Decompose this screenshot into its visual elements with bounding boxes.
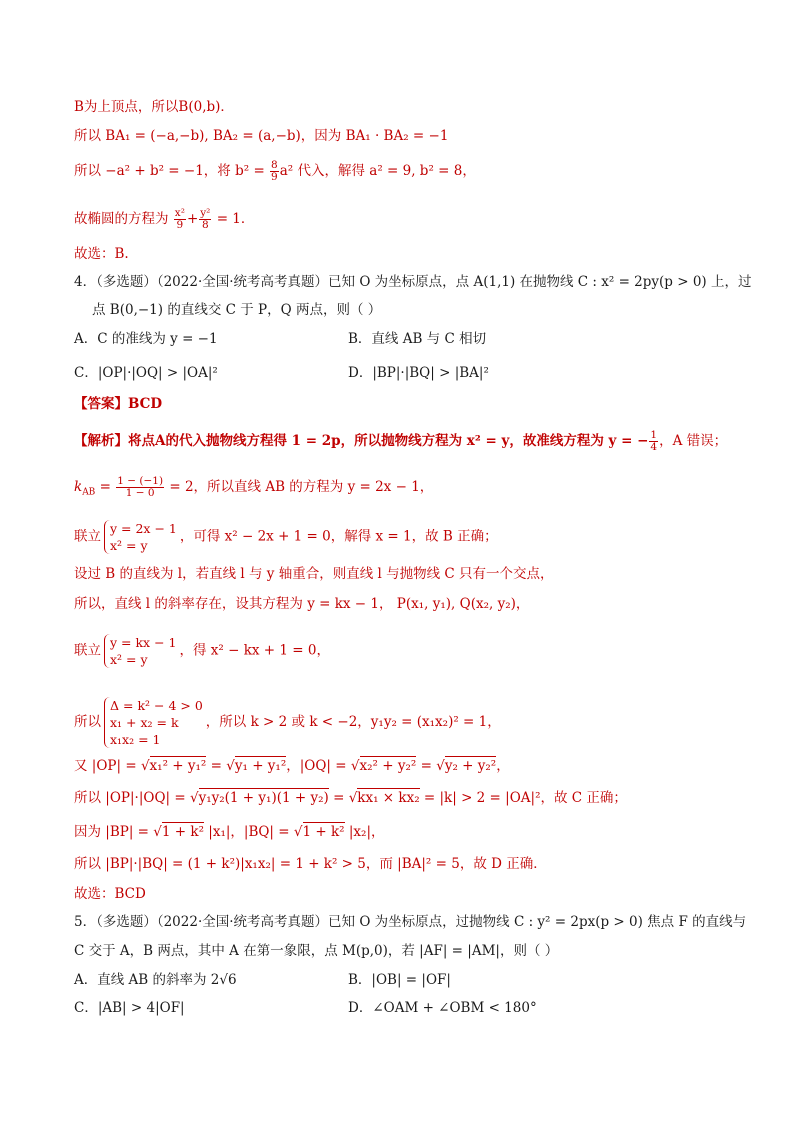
analysis-line-10: 因为 |BP| = √1 + k² |x₁|，|BQ| = √1 + k² |x₂|， [74, 824, 385, 840]
equation-system-2: y = kx − 1 x² = y [104, 634, 176, 668]
analysis-line-1: 【解析】将点A的代入抛物线方程得 1 = 2p，所以抛物线方程为 x² = y，故准线方程为 y = − $\frac{1}{4}$ ，A 错误； [74, 429, 728, 453]
equation-system-3: Δ = k² − 4 > 0 x₁ + x₂ = k x₁x₂ = 1 [104, 697, 203, 748]
fraction-x2-9: $\frac{\text{x²}}{9}$ [174, 207, 185, 231]
q5-option-b: B．|OB| = |OF| [348, 972, 451, 988]
q5-option-a: A．直线 AB 的斜率为 2√6 [74, 972, 237, 988]
analysis-line-6: 联立 y = kx − 1 x² = y ，得 x² − kx + 1 = 0， [74, 635, 330, 667]
fraction-1-4: $\frac{1}{4}$ [650, 429, 658, 453]
solution-line-1: B为上顶点，所以B(0,b)． [74, 99, 234, 115]
analysis-line-2: $k_{AB}$ = $\frac{1 - (-1)}{1 - 0}$ = 2，所以直线 AB 的方程为 y = 2x − 1， [74, 475, 434, 499]
choice-line-3: 故选：B. [74, 246, 129, 262]
fraction-slope: $\frac{1 - (-1)}{1 - 0}$ [117, 475, 164, 499]
analysis-line-5: 所以，直线 l 的斜率存在，设其方程为 y = kx − 1， P(x₁, y₁), Q(x₂, y₂)， [74, 596, 530, 612]
choice-line-4: 故选：BCD [74, 886, 146, 902]
q4-option-a: A．C 的准线为 y = −1 [74, 331, 218, 347]
question-5-line-2: C 交于 A，B 两点，其中 A 在第一象限，点 M(p,0)，若 |AF| = |AM|，则（ ） [74, 943, 559, 959]
question-5-line-1: 5．（多选题）（2022·全国·统考高考真题）已知 O 为坐标原点，过抛物线 C : y² = 2px(p > 0) 焦点 F 的直线与 [74, 914, 747, 930]
q4-option-c: C．|OP|·|OQ| > |OA|² [74, 365, 218, 381]
q4-option-d: D．|BP|·|BQ| > |BA|² [348, 365, 489, 381]
analysis-line-4: 设过 B 的直线为 l，若直线 l 与 y 轴重合，则直线 l 与抛物线 C 只有一个交点， [74, 566, 554, 582]
solution-line-4: 故椭圆的方程为 $\frac{\text{x²}}{9}$ + $\frac{\text{y²}}{8}$ = 1． [74, 207, 255, 231]
analysis-line-11: 所以 |BP|·|BQ| = (1 + k²)|x₁x₂| = 1 + k² > 5，而 |BA|² = 5，故 D 正确． [74, 856, 547, 872]
question-4-line-1: 4．（多选题）（2022·全国·统考高考真题）已知 O 为坐标原点，点 A(1,1) 在抛物线 C : x² = 2py(p > 0) 上，过 [74, 274, 752, 290]
answer-label: 【答案】BCD [74, 396, 163, 412]
q4-option-b: B．直线 AB 与 C 相切 [348, 331, 487, 347]
fraction-y2-8: $\frac{\text{y²}}{8}$ [200, 207, 211, 231]
q5-option-c: C．|AB| > 4|OF| [74, 1000, 185, 1016]
equation-system-1: y = 2x − 1 x² = y [104, 520, 177, 554]
analysis-line-8: 又 |OP| = √x₁² + y₁² = √y₁ + y₁²，|OQ| = √x₂² + y₂² = √y₂ + y₂²， [74, 758, 510, 774]
solution-line-2: 所以 BA₁ = (−a,−b), BA₂ = (a,−b)，因为 BA₁ · BA₂ = −1 [74, 128, 449, 144]
analysis-line-3: 联立 y = 2x − 1 x² = y ，可得 x² − 2x + 1 = 0，解得 x = 1，故 B 正确； [74, 521, 498, 553]
analysis-line-7: 所以 Δ = k² − 4 > 0 x₁ + x₂ = k x₁x₂ = 1 ，所以 k > 2 或 k < −2，y₁y₂ = (x₁x₂)² = 1， [74, 698, 501, 747]
analysis-line-9: 所以 |OP|·|OQ| = √y₁y₂(1 + y₁)(1 + y₂) = √kx₁ × kx₂ = |k| > 2 = |OA|²，故 C 正确； [74, 790, 627, 806]
solution-line-3: 所以 −a² + b² = −1，将 b² = $\frac{8}{9}$ a² 代入，解得 a² = 9, b² = 8， [74, 159, 476, 183]
question-4-line-2: 点 B(0,−1) 的直线交 C 于 P，Q 两点，则（ ） [92, 302, 382, 318]
q5-option-d: D．∠OAM + ∠OBM < 180° [348, 1000, 537, 1016]
fraction-8-9: $\frac{8}{9}$ [271, 159, 278, 183]
